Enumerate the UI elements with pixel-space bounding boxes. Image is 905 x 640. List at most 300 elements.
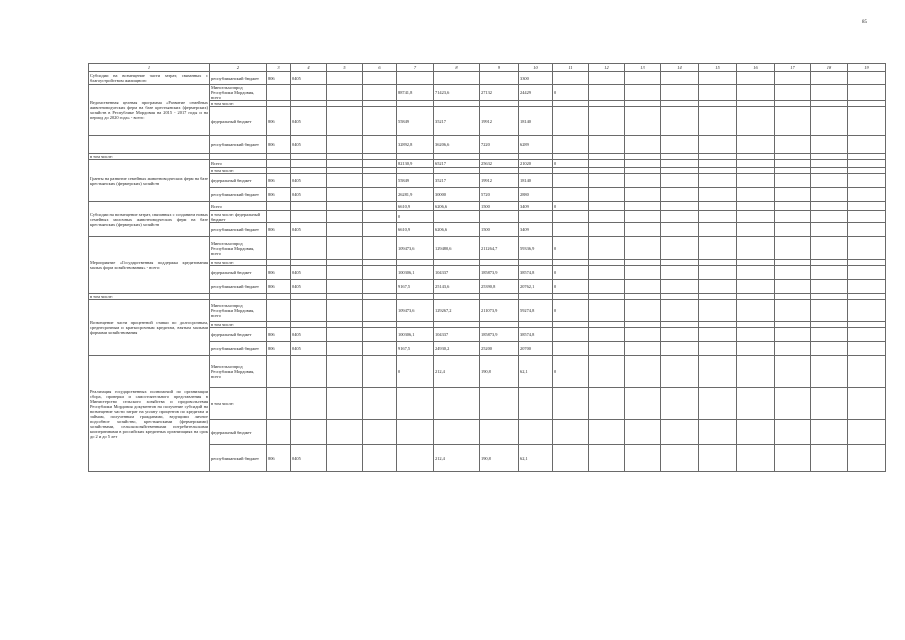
value-col-9: 185873,9 [480, 266, 519, 280]
funding-source: Минсельхозпрод Республики Мордовия, всего [210, 300, 267, 322]
table-row [89, 356, 886, 388]
ministry-code [267, 300, 291, 322]
cell-col-18 [811, 202, 848, 211]
cell-col-18 [811, 85, 848, 101]
cell-col-13 [625, 188, 661, 202]
cell-col-16 [737, 445, 775, 472]
section-code [291, 356, 327, 388]
funding-source: республиканский бюджет [210, 445, 267, 472]
value-col-11 [553, 223, 589, 237]
column-header-9: 9 [480, 64, 519, 72]
ministry-code [267, 85, 291, 101]
value-col-9: 19912 [480, 107, 519, 136]
value-col-10: 21020 [519, 160, 553, 168]
ministry-code: 806 [267, 266, 291, 280]
ministry-code: 806 [267, 174, 291, 188]
column-header-16: 16 [737, 64, 775, 72]
cell-col-6 [363, 160, 397, 168]
section-code: 0405 [291, 280, 327, 294]
cell-col-13 [625, 388, 661, 420]
cell-col-5 [327, 388, 363, 420]
cell-col-17 [775, 445, 811, 472]
cell-col-14 [661, 202, 699, 211]
value-col-7: 9167,5 [397, 280, 434, 294]
cell-col-18 [811, 388, 848, 420]
cell-col-13 [625, 223, 661, 237]
cell-col-16 [737, 188, 775, 202]
value-col-8: 104337 [434, 266, 480, 280]
cell-col-13 [625, 160, 661, 168]
cell-col-14 [661, 280, 699, 294]
value-col-11 [553, 328, 589, 342]
section-code [291, 211, 327, 223]
value-col-10: 6289 [519, 136, 553, 154]
cell-col-19 [848, 300, 886, 322]
value-col-11 [553, 342, 589, 356]
cell-col-16 [737, 136, 775, 154]
section-code: 0405 [291, 188, 327, 202]
cell-col-19 [848, 388, 886, 420]
cell-col-13 [625, 445, 661, 472]
cell-col-6 [363, 188, 397, 202]
section-code: 0405 [291, 107, 327, 136]
cell-col-16 [737, 280, 775, 294]
cell-col-16 [737, 237, 775, 260]
value-col-11 [553, 211, 589, 223]
cell-col-6 [363, 136, 397, 154]
cell-col-19 [848, 107, 886, 136]
cell-col-17 [775, 237, 811, 260]
section-code: 0405 [291, 223, 327, 237]
cell-col-15 [699, 188, 737, 202]
cell-col-15 [699, 202, 737, 211]
cell-col-6 [363, 342, 397, 356]
cell-col-5 [327, 300, 363, 322]
section-code: 0405 [291, 445, 327, 472]
cell-col-6 [363, 266, 397, 280]
cell-col-18 [811, 107, 848, 136]
value-col-8: 35217 [434, 174, 480, 188]
cell-col-15 [699, 174, 737, 188]
cell-col-12 [589, 136, 625, 154]
cell-col-19 [848, 356, 886, 388]
value-col-9: 190,8 [480, 356, 519, 388]
cell-col-19 [848, 188, 886, 202]
cell-col-13 [625, 202, 661, 211]
cell-col-13 [625, 85, 661, 101]
value-col-11 [553, 107, 589, 136]
value-col-10: 24429 [519, 85, 553, 101]
cell-col-13 [625, 328, 661, 342]
cell-col-5 [327, 202, 363, 211]
value-col-8 [434, 72, 480, 85]
cell-col-17 [775, 300, 811, 322]
cell-col-13 [625, 72, 661, 85]
value-col-9 [480, 211, 519, 223]
value-col-11 [553, 174, 589, 188]
cell-col-17 [775, 107, 811, 136]
cell-col-15 [699, 85, 737, 101]
cell-col-15 [699, 328, 737, 342]
value-col-7: 26281,9 [397, 188, 434, 202]
section-code: 0405 [291, 342, 327, 356]
cell-col-18 [811, 160, 848, 168]
column-header-3: 3 [267, 64, 291, 72]
cell-col-14 [661, 420, 699, 445]
cell-col-12 [589, 188, 625, 202]
ministry-code: 806 [267, 445, 291, 472]
table-body [89, 72, 886, 472]
value-col-11: 0 [553, 85, 589, 101]
program-description: в том числе: [89, 154, 210, 160]
cell-col-6 [363, 388, 397, 420]
cell-col-17 [775, 160, 811, 168]
cell-col-6 [363, 211, 397, 223]
header-row [89, 64, 886, 72]
cell-col-19 [848, 237, 886, 260]
cell-col-18 [811, 211, 848, 223]
funding-source: Всего [210, 202, 267, 211]
funding-source: республиканский бюджет [210, 280, 267, 294]
cell-col-5 [327, 266, 363, 280]
cell-col-15 [699, 266, 737, 280]
cell-col-12 [589, 85, 625, 101]
value-col-7: 0 [397, 211, 434, 223]
cell-col-15 [699, 136, 737, 154]
value-col-11: 0 [553, 266, 589, 280]
value-col-9: 19912 [480, 174, 519, 188]
program-description [89, 136, 210, 154]
value-col-11 [553, 388, 589, 420]
value-col-10: 20762,1 [519, 280, 553, 294]
cell-col-6 [363, 328, 397, 342]
column-header-14: 14 [661, 64, 699, 72]
table-row [89, 136, 886, 154]
section-code [291, 300, 327, 322]
cell-col-17 [775, 188, 811, 202]
value-col-8: 6206,6 [434, 202, 480, 211]
cell-col-5 [327, 445, 363, 472]
cell-col-17 [775, 280, 811, 294]
funding-source: федеральный бюджет [210, 328, 267, 342]
cell-col-17 [775, 174, 811, 188]
value-col-10: 3409 [519, 223, 553, 237]
cell-col-15 [699, 342, 737, 356]
value-col-7 [397, 420, 434, 445]
value-col-10: 3409 [519, 202, 553, 211]
section-code [291, 420, 327, 445]
cell-col-16 [737, 211, 775, 223]
cell-col-14 [661, 223, 699, 237]
cell-col-17 [775, 356, 811, 388]
cell-col-18 [811, 300, 848, 322]
cell-col-16 [737, 388, 775, 420]
section-code [291, 202, 327, 211]
value-col-8: 129480,6 [434, 237, 480, 260]
value-col-8 [434, 420, 480, 445]
table-row [89, 160, 886, 168]
cell-col-18 [811, 223, 848, 237]
funding-source: федеральный бюджет [210, 107, 267, 136]
program-description: Субсидии на возмещение части затрат, связанных с благоустройством жилищного [90, 73, 208, 83]
value-col-11 [553, 420, 589, 445]
column-header-1: 1 [89, 64, 210, 72]
cell-col-5 [327, 342, 363, 356]
cell-col-18 [811, 280, 848, 294]
cell-col-6 [363, 202, 397, 211]
cell-col-18 [811, 342, 848, 356]
cell-col-16 [737, 300, 775, 322]
ministry-code [267, 202, 291, 211]
column-header-19: 19 [848, 64, 886, 72]
funding-source: в том числе: [210, 388, 267, 420]
value-col-11: 0 [553, 280, 589, 294]
column-header-4: 4 [291, 64, 327, 72]
value-col-11: 0 [553, 202, 589, 211]
value-col-8: 71423,6 [434, 85, 480, 101]
cell-col-13 [625, 342, 661, 356]
cell-col-18 [811, 72, 848, 85]
funding-source: в том числе: [210, 168, 267, 174]
section-code: 0405 [291, 72, 327, 85]
column-header-6: 6 [363, 64, 397, 72]
value-col-8 [434, 388, 480, 420]
cell-col-18 [811, 266, 848, 280]
value-col-9: 211264,7 [480, 237, 519, 260]
ministry-code: 806 [267, 188, 291, 202]
value-col-11: 0 [553, 160, 589, 168]
cell-col-14 [661, 445, 699, 472]
cell-col-13 [625, 237, 661, 260]
cell-col-6 [363, 445, 397, 472]
value-col-11: 0 [553, 300, 589, 322]
cell-col-12 [589, 72, 625, 85]
funding-source: в том числе: [210, 260, 267, 266]
value-col-7: 109473,6 [397, 237, 434, 260]
cell-col-5 [327, 356, 363, 388]
column-header-2: 2 [210, 64, 267, 72]
value-col-9: 25200 [480, 342, 519, 356]
value-col-7 [397, 72, 434, 85]
cell-col-17 [775, 342, 811, 356]
value-col-10: 59336,9 [519, 237, 553, 260]
cell-col-15 [699, 388, 737, 420]
program-description: Возмещение части процентной ставки по долгосрочным, среднесрочным и краткосрочным кредитам, взятым малыми формами хозяйствования [89, 300, 210, 356]
cell-col-12 [589, 174, 625, 188]
cell-col-16 [737, 107, 775, 136]
program-description: Субсидии на возмещение затрат, связанных с созданием новых семейных молочных животноводческих ферм на базе крестьянских (фермерских) хозяйств [89, 202, 210, 237]
cell-col-16 [737, 356, 775, 388]
funding-source: Минсельхозпрод Республики Мордовия, всего [210, 85, 267, 101]
cell-col-19 [848, 280, 886, 294]
cell-col-19 [848, 174, 886, 188]
cell-col-5 [327, 188, 363, 202]
funding-source: в том числе: [210, 322, 267, 328]
program-description: Ведомственная целевая программа «Развитие семейных животноводческих ферм на базе крестьянских (фермерских) хозяйств в Республике Мордовия на 2015 - 2017 годы и на период до 2020 года» - всего: [89, 85, 210, 136]
cell-col-17 [775, 223, 811, 237]
cell-col-5 [327, 420, 363, 445]
value-col-7: 100306,1 [397, 266, 434, 280]
value-col-10: 62,1 [519, 356, 553, 388]
cell-col-14 [661, 328, 699, 342]
value-col-10: 38574,8 [519, 328, 553, 342]
program-description: Гранты на развитие семейных животноводческих ферм на базе крестьянских (фермерских) хозяйств [89, 160, 210, 202]
program-description: в том числе: [89, 294, 210, 300]
cell-col-12 [589, 266, 625, 280]
value-col-7: 9167,5 [397, 342, 434, 356]
column-header-5: 5 [327, 64, 363, 72]
cell-col-16 [737, 342, 775, 356]
cell-col-6 [363, 85, 397, 101]
value-col-7 [397, 445, 434, 472]
cell-col-14 [661, 211, 699, 223]
cell-col-13 [625, 136, 661, 154]
value-col-11: 0 [553, 237, 589, 260]
value-col-7: 6610,9 [397, 202, 434, 211]
section-code: 0405 [291, 328, 327, 342]
value-col-8 [434, 211, 480, 223]
value-col-10: 18140 [519, 174, 553, 188]
value-col-10: 3300 [519, 72, 553, 85]
table-row [89, 85, 886, 101]
cell-col-5 [327, 174, 363, 188]
cell-col-19 [848, 420, 886, 445]
value-col-11 [553, 136, 589, 154]
value-col-10: 18140 [519, 107, 553, 136]
value-col-7: 55849 [397, 174, 434, 188]
column-header-13: 13 [625, 64, 661, 72]
cell-col-15 [699, 280, 737, 294]
value-col-9: 185873,9 [480, 328, 519, 342]
cell-col-12 [589, 223, 625, 237]
cell-col-19 [848, 136, 886, 154]
funding-source: федеральный бюджет [210, 266, 267, 280]
ministry-code: 806 [267, 72, 291, 85]
cell-col-12 [589, 356, 625, 388]
value-col-10: 62,1 [519, 445, 553, 472]
value-col-7: 88741,8 [397, 85, 434, 101]
cell-col-6 [363, 72, 397, 85]
cell-col-5 [327, 211, 363, 223]
cell-col-18 [811, 174, 848, 188]
cell-col-6 [363, 300, 397, 322]
section-code: 0405 [291, 174, 327, 188]
ministry-code [267, 420, 291, 445]
cell-col-17 [775, 420, 811, 445]
cell-col-19 [848, 160, 886, 168]
funding-source: федеральный бюджет [210, 420, 267, 445]
funding-source: Всего [210, 160, 267, 168]
value-col-8: 129267,2 [434, 300, 480, 322]
value-col-8: 104337 [434, 328, 480, 342]
value-col-11: 0 [553, 356, 589, 388]
ministry-code [267, 388, 291, 420]
value-col-10: 20700 [519, 342, 553, 356]
cell-col-15 [699, 160, 737, 168]
cell-col-14 [661, 237, 699, 260]
cell-col-14 [661, 342, 699, 356]
cell-col-6 [363, 223, 397, 237]
column-header-11: 11 [553, 64, 589, 72]
cell-col-13 [625, 420, 661, 445]
cell-col-6 [363, 174, 397, 188]
value-col-7 [397, 388, 434, 420]
value-col-7: 82130,9 [397, 160, 434, 168]
cell-col-15 [699, 211, 737, 223]
value-col-7: 109473,6 [397, 300, 434, 322]
funding-source: в том числе: [210, 101, 267, 107]
cell-col-6 [363, 280, 397, 294]
section-code [291, 160, 327, 168]
ministry-code: 806 [267, 223, 291, 237]
section-code: 0405 [291, 136, 327, 154]
value-col-10: 59274,8 [519, 300, 553, 322]
value-col-8: 212,4 [434, 445, 480, 472]
cell-col-5 [327, 107, 363, 136]
value-col-9: 27132 [480, 85, 519, 101]
cell-col-19 [848, 342, 886, 356]
ministry-code: 806 [267, 136, 291, 154]
section-code [291, 85, 327, 101]
cell-col-5 [327, 136, 363, 154]
cell-col-18 [811, 136, 848, 154]
cell-col-18 [811, 445, 848, 472]
cell-col-5 [327, 85, 363, 101]
cell-col-17 [775, 136, 811, 154]
value-col-7: 100306,1 [397, 328, 434, 342]
column-header-15: 15 [699, 64, 737, 72]
funding-source: республиканский бюджет [210, 136, 267, 154]
value-col-9 [480, 420, 519, 445]
cell-col-15 [699, 107, 737, 136]
value-col-8: 25143,6 [434, 280, 480, 294]
ministry-code: 806 [267, 280, 291, 294]
value-col-10: 38574,8 [519, 266, 553, 280]
value-col-7: 55849 [397, 107, 434, 136]
program-description: Реализация государственных полномочий по организации сбора, проверки и самостоятельного представления в Министерство сельского хозяйства и продовольствия Республики Мордовия документов на получение субсидий на возмещение части затрат на уплату процентов по кредитам и займам, полученным гражданами, ведущими личное подсобное хозяйство, крестьянскими (фермерскими) хозяйствами, сельскохозяйственными потребительскими кооперативами в российских кредитных организациях на срок до 2 и до 5 лет [89, 356, 210, 472]
cell-col-16 [737, 174, 775, 188]
column-header-10: 10 [519, 64, 553, 72]
cell-col-12 [589, 328, 625, 342]
ministry-code: 806 [267, 342, 291, 356]
section-code [291, 388, 327, 420]
value-col-8: 6206,6 [434, 223, 480, 237]
column-header-7: 7 [397, 64, 434, 72]
cell-col-18 [811, 328, 848, 342]
cell-col-15 [699, 72, 737, 85]
funding-source: республиканский бюджет [210, 188, 267, 202]
cell-col-16 [737, 266, 775, 280]
cell-col-6 [363, 107, 397, 136]
cell-col-17 [775, 202, 811, 211]
cell-col-12 [589, 388, 625, 420]
cell-col-15 [699, 420, 737, 445]
cell-col-15 [699, 223, 737, 237]
column-header-18: 18 [811, 64, 848, 72]
cell-col-6 [363, 420, 397, 445]
cell-col-14 [661, 300, 699, 322]
cell-col-5 [327, 72, 363, 85]
funding-source: республиканский бюджет [210, 342, 267, 356]
funding-source: федеральный бюджет [210, 174, 267, 188]
cell-col-5 [327, 237, 363, 260]
value-col-9: 1500 [480, 223, 519, 237]
cell-col-5 [327, 280, 363, 294]
ministry-code [267, 356, 291, 388]
cell-col-16 [737, 420, 775, 445]
value-col-9: 7220 [480, 136, 519, 154]
cell-col-14 [661, 160, 699, 168]
